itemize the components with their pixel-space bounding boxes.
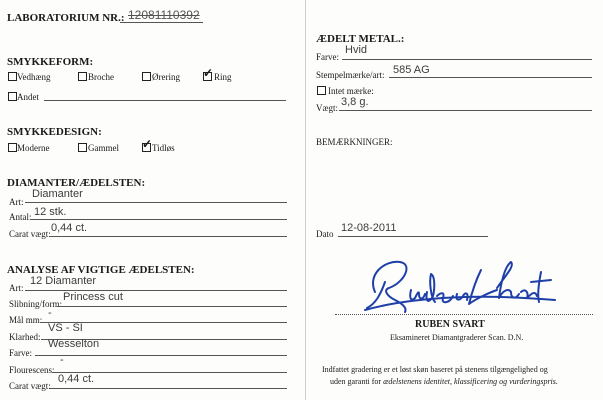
dato-label: Dato bbox=[316, 229, 334, 239]
metal-farve-line bbox=[342, 59, 592, 60]
diamanter-antal-line bbox=[31, 219, 287, 220]
metal-farve-label: Farve: bbox=[316, 52, 339, 62]
option-gammel: Gammel bbox=[88, 143, 119, 153]
checkbox-broche[interactable] bbox=[78, 72, 87, 81]
analyse-fluor-label: Flourescens: bbox=[9, 365, 55, 375]
checkbox-intet-maerke[interactable] bbox=[317, 86, 326, 95]
diamanter-art-value: Diamanter bbox=[32, 188, 83, 200]
dato-line bbox=[338, 236, 488, 237]
analyse-fluor-value: - bbox=[60, 354, 64, 366]
checkbox-moderne[interactable] bbox=[8, 143, 17, 152]
metal-vaegt-value: 3,8 g. bbox=[341, 96, 369, 108]
signer-name: RUBEN SVART bbox=[415, 319, 485, 330]
analyse-carat-value: 0,44 ct. bbox=[58, 373, 95, 385]
diamanter-carat-line bbox=[49, 236, 287, 237]
option-ring: Ring bbox=[214, 72, 232, 82]
bemaerkninger-label: BEMÆRKNINGER: bbox=[316, 137, 393, 147]
analyse-title: ANALYSE AF VIGTIGE ÆDELSTEN: bbox=[7, 264, 195, 276]
option-oerering: Ørering bbox=[152, 72, 180, 82]
footer-line-2-italic: ædelstenens identitet, klassificering og vurderingspris. bbox=[383, 377, 558, 386]
smykkedesign-title: SMYKKEDESIGN: bbox=[7, 126, 102, 138]
diamanter-title: DIAMANTER/ÆDELSTEN: bbox=[7, 177, 146, 189]
analyse-farve-label: Farve: bbox=[9, 348, 32, 358]
diamanter-carat-value: 0,44 ct. bbox=[51, 222, 88, 234]
checkmark-icon: ✓ bbox=[142, 137, 153, 151]
smykkeform-title: SMYKKEFORM: bbox=[7, 56, 94, 68]
diamanter-antal-value: 12 stk. bbox=[34, 206, 67, 218]
analyse-farve-value: Wesselton bbox=[48, 338, 100, 350]
dato-value: 12-08-2011 bbox=[341, 222, 397, 234]
lab-number-label: LABORATORIUM NR.: bbox=[7, 12, 125, 24]
column-divider bbox=[305, 0, 306, 400]
lab-number-line bbox=[120, 22, 203, 23]
analyse-carat-line bbox=[50, 388, 287, 389]
signature-line bbox=[335, 314, 593, 315]
analyse-carat-label: Carat vægt: bbox=[9, 381, 51, 391]
checkbox-andet[interactable] bbox=[8, 92, 17, 101]
metal-vaegt-line bbox=[339, 110, 592, 111]
diamanter-art-label: Art: bbox=[9, 197, 24, 207]
option-vedhaeng: Vedhæng bbox=[17, 72, 51, 82]
analyse-maal-label: Mål mm: bbox=[9, 315, 43, 325]
analyse-klarhed-value: VS - SI bbox=[48, 322, 83, 334]
diamanter-art-line bbox=[25, 202, 287, 203]
metal-title: ÆDELT METAL.: bbox=[316, 33, 405, 45]
checkbox-gammel[interactable] bbox=[78, 143, 87, 152]
diamanter-antal-label: Antal: bbox=[9, 212, 32, 222]
checkmark-icon: ✓ bbox=[203, 66, 214, 80]
footer-line-1: Indfattet gradering er et løst skøn baseret på stenens tilgængelighed og bbox=[322, 365, 548, 374]
option-broche: Broche bbox=[88, 72, 114, 82]
analyse-farve-line bbox=[35, 355, 287, 356]
metal-stempel-label: Stempelmærke/art: bbox=[316, 70, 385, 80]
analyse-art-label: Art: bbox=[9, 283, 24, 293]
analyse-slibning-value: Princess cut bbox=[63, 291, 123, 303]
option-moderne: Moderne bbox=[17, 143, 50, 153]
signer-title: Eksamineret Diamantgraderer Scan. D.N. bbox=[390, 333, 524, 342]
analyse-slibning-label: Slibning/form: bbox=[9, 299, 63, 309]
checkbox-vedhaeng[interactable] bbox=[8, 72, 17, 81]
metal-stempel-line bbox=[389, 77, 592, 78]
lab-number-value: 12081110392 bbox=[128, 8, 200, 22]
analyse-art-value: 12 Diamanter bbox=[30, 275, 97, 287]
metal-vaegt-label: Vægt: bbox=[316, 103, 339, 113]
andet-line bbox=[44, 100, 286, 101]
signature bbox=[345, 252, 575, 322]
metal-intet-label: Intet mærke: bbox=[328, 86, 374, 96]
analyse-slibning-line bbox=[57, 306, 287, 307]
metal-stempel-value: 585 AG bbox=[393, 64, 430, 76]
metal-farve-value: Hvid bbox=[345, 44, 368, 56]
footer-line-2-prefix: uden garanti for bbox=[330, 377, 384, 386]
checkbox-oerering[interactable] bbox=[142, 72, 151, 81]
diamanter-carat-label: Carat vægt: bbox=[9, 229, 51, 239]
option-andet: Andet bbox=[17, 92, 39, 102]
analyse-klarhed-label: Klarhed: bbox=[9, 332, 41, 342]
analyse-maal-value: - bbox=[48, 307, 52, 319]
option-tidloes: Tidløs bbox=[152, 143, 175, 153]
footer-line-2 bbox=[330, 377, 558, 386]
